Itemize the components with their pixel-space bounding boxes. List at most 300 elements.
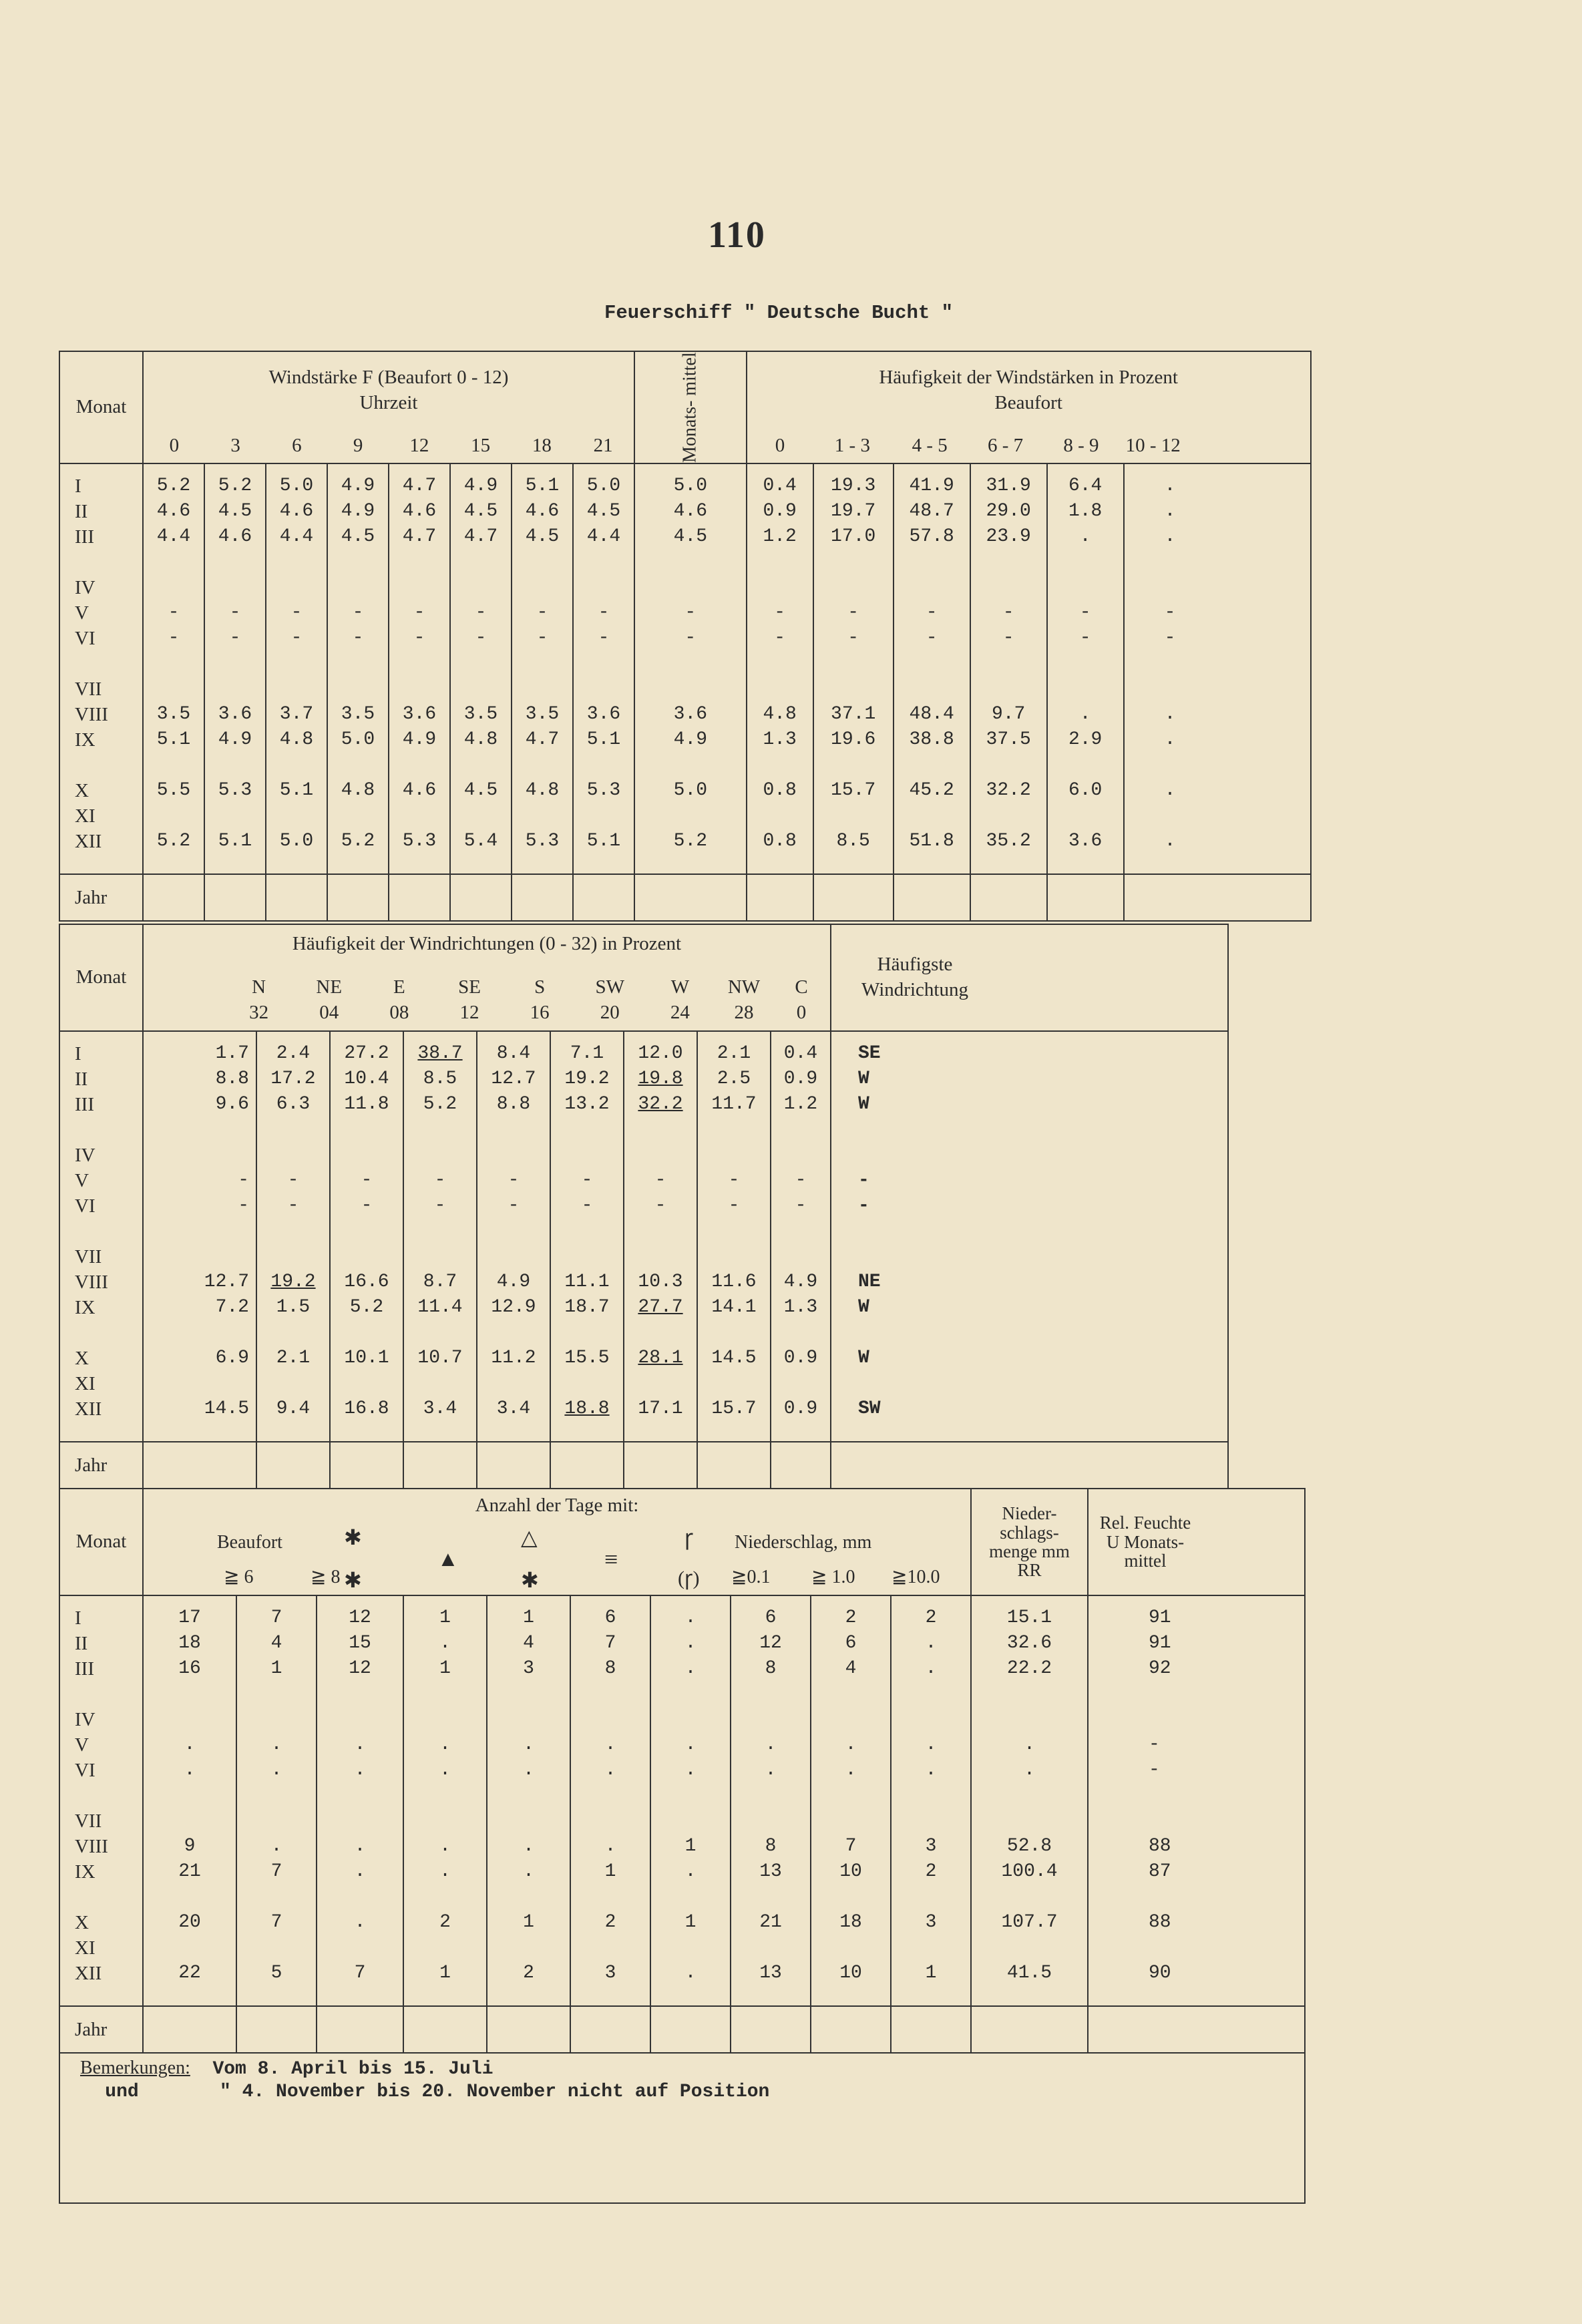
table-cell [574,803,634,829]
table-cell: 91 [1149,1633,1171,1654]
row-gap [635,753,746,778]
table-cell: 5.2 [673,831,708,851]
row-gap [892,1682,970,1707]
class-label: 1 - 3 [834,435,870,457]
table-cell [328,676,388,702]
table-cell [404,1707,486,1732]
jahr-label: Jahr [59,874,143,921]
remarks-label: Bemerkungen: [80,2058,190,2078]
table-cell: 4.7 [525,729,560,750]
row-gap [205,651,265,676]
table-cell: . [270,1760,282,1780]
row-gap [451,753,511,778]
value-column [1088,1595,1305,2006]
value-column [403,1031,477,1442]
table-cell [574,676,634,702]
table-cell: 5 [270,1963,282,1983]
row-gap [1149,1885,1304,1910]
table-cell [512,676,572,702]
row-gap [814,651,893,676]
table-cell: 8.5 [836,831,870,851]
table-cell: 4.6 [279,501,314,522]
table-cell [972,1808,1087,1834]
value-column [771,1031,831,1442]
row-gap [404,1219,476,1244]
table-cell: 4.7 [463,526,498,547]
b8-label: ≧ 8 [311,1567,341,1587]
table-cell: 4.6 [673,501,708,522]
table-cell: . [684,1760,697,1780]
table-cell [771,1371,830,1396]
row-gap [331,1219,403,1244]
month-label: V [75,1734,89,1756]
row-gap [551,1219,623,1244]
hour-label: 6 [292,435,302,457]
month-label: XI [75,1937,95,1959]
table-cell: 16 [178,1658,201,1679]
table-cell: 107.7 [1001,1912,1058,1933]
table-cell: - [684,602,697,623]
table-cell [894,676,970,702]
row-gap [328,753,388,778]
table-cell: 6.9 [215,1348,249,1368]
row-gap [512,651,572,676]
table-cell: 16.8 [344,1398,389,1419]
table-cell: - [238,1170,249,1191]
table-cell: - [858,1195,869,1216]
direction-code: 24 [670,1002,690,1023]
month-label: IX [75,1297,95,1318]
table-cell [257,1371,329,1396]
table-cell [144,1244,249,1270]
value-column [813,463,894,874]
row-gap [451,651,511,676]
table-cell: 3.5 [341,704,375,725]
direction-name: C [795,976,808,998]
table-cell [487,1808,570,1834]
row-gap [389,753,449,778]
table-cell: 12 [349,1658,371,1679]
table-cell: 35.2 [986,831,1031,851]
table-cell [571,1808,650,1834]
table-cell: 15.5 [564,1348,610,1368]
row-gap [858,1219,1227,1244]
table-cell [389,803,449,829]
table-cell: - [168,628,180,648]
row-gap [574,753,634,778]
table-cell: 2.5 [717,1069,751,1089]
table-cell: 9.6 [215,1094,249,1115]
row-gap [144,651,204,676]
table-cell: . [1024,1760,1035,1780]
table-cell: 19.6 [831,729,876,750]
row-gap [892,1783,970,1808]
page-title: Feuerschiff " Deutsche Bucht " [604,302,954,324]
value-column [512,463,573,874]
table-cell [144,575,204,600]
windstaerke-header: Windstärke F (Beaufort 0 - 12) [268,367,509,388]
row-gap [512,550,572,575]
value-column [450,463,512,874]
table-cell: 5.2 [341,831,375,851]
table-cell: 1 [684,1912,697,1933]
table-cell: . [925,1760,937,1780]
table-cell: - [434,1170,446,1191]
row-gap [651,1783,730,1808]
direction-code: 0 [796,1002,807,1023]
monatsmittel-header: Monats- mittel [679,352,701,463]
table-cell: 14.5 [204,1398,249,1419]
uhrzeit-label: Uhrzeit [359,391,418,413]
row-gap [971,550,1046,575]
table-cell: 4.5 [586,501,621,522]
table-cell: . [270,1836,282,1857]
table-cell [651,1808,730,1834]
table-cell [698,1371,770,1396]
row-gap [404,1885,486,1910]
class-label: 6 - 7 [987,435,1024,457]
table-cell: 19.3 [831,475,876,496]
row-gap [144,1320,249,1346]
table-cell: 5.3 [218,780,252,801]
table-cell: 2 [523,1963,534,1983]
table-cell: . [925,1633,937,1654]
b6-label: ≧ 6 [224,1567,254,1587]
table-cell: . [604,1760,616,1780]
table-cell: 88 [1149,1836,1171,1857]
table-cell: 21 [759,1912,782,1933]
snow-shower-icon: ✱ [344,1568,362,1592]
month-labels [59,463,143,874]
table-cell [971,676,1046,702]
table-cell: - [229,602,241,623]
table-cell [747,676,813,702]
table-cell [624,1244,697,1270]
table-cell [635,575,746,600]
monat-header: Monat [59,351,143,463]
table-cell [651,1707,730,1732]
table-cell [894,803,970,829]
table-cell [144,1935,236,1961]
table-cell: 17 [178,1607,201,1628]
table-cell: . [523,1861,534,1882]
niederschlag-label: Niederschlag, mm [735,1532,872,1553]
table-cell [257,1244,329,1270]
table-cell: 0.9 [783,1069,818,1089]
table-cell: - [598,628,610,648]
table-cell: 1 [604,1861,616,1882]
table-cell: 1.3 [783,1297,818,1318]
table-cell [771,1244,830,1270]
table-cell: 17.1 [638,1398,683,1419]
table-cell: 31.9 [986,475,1031,496]
table-cell: 0.8 [763,831,797,851]
table-cell: 18.7 [564,1297,610,1318]
row-gap [811,1682,890,1707]
table-cell [811,1707,890,1732]
remarks [80,2057,769,2104]
table-cell: 5.3 [402,831,437,851]
table-cell: . [439,1734,451,1755]
month-gap [75,1320,142,1346]
table-cell [814,803,893,829]
table-cell: - [361,1195,373,1216]
row-gap [635,550,746,575]
value-column [266,463,327,874]
table-cell: 4.9 [218,729,252,750]
value-column [831,1031,1228,1442]
row-gap [317,1682,403,1707]
table-cell: 6 [604,1607,616,1628]
table-cell: 1.7 [215,1043,249,1064]
table-cell [144,803,204,829]
table-cell [1048,575,1123,600]
row-gap [971,753,1046,778]
table-cell: 4.6 [402,501,437,522]
table-cell: 88 [1149,1912,1171,1933]
table-cell: 37.1 [831,704,876,725]
row-gap [574,550,634,575]
table-cell: 2 [604,1912,616,1933]
row-gap [487,1885,570,1910]
table-cell [858,1371,1227,1396]
table-cell [858,1143,1227,1168]
remarks-und: und [105,2082,139,2102]
table-cell: 28.1 [638,1348,683,1368]
month-label: I [75,1607,81,1629]
month-label: III [75,1094,94,1115]
table-cell: 3 [604,1963,616,1983]
table-cell [237,1935,316,1961]
table-cell: 18.8 [564,1398,610,1419]
table-cell: - [168,602,180,623]
row-gap [571,1885,650,1910]
table-cell: 3.4 [496,1398,531,1419]
table-cell [892,1935,970,1961]
month-label: II [75,1633,88,1654]
haeufigkeit-header: Häufigkeit der Windstärken in Prozent [879,367,1178,388]
table-cell: 2 [439,1912,451,1933]
table-cell: - [926,602,938,623]
table-cell: - [287,1195,299,1216]
table-cell: 3.4 [423,1398,457,1419]
table-cell [477,1371,550,1396]
table-cell [858,1244,1227,1270]
table-cell: 7 [270,1607,282,1628]
table-cell: . [1024,1734,1035,1755]
value-column [731,1595,811,2006]
month-label: VIII [75,704,108,725]
table-cell: - [475,602,487,623]
table-cell: W [858,1297,869,1318]
table-cell: . [1079,704,1091,725]
row-gap [487,1682,570,1707]
table-cell [317,1707,403,1732]
table-cell: 1.8 [1068,501,1103,522]
row-gap [404,1320,476,1346]
table-cell: 15.7 [711,1398,757,1419]
table-cell [237,1808,316,1834]
table-cell: 7.2 [215,1297,249,1318]
table-cell: 32.2 [986,780,1031,801]
table-cell: 45.2 [909,780,954,801]
monat-header: Monat [59,924,143,1031]
table-cell: 0.4 [783,1043,818,1064]
table-cell: 3.5 [156,704,191,725]
row-gap [404,1682,486,1707]
row-gap [811,1885,890,1910]
table-cell [551,1244,623,1270]
table-cell [144,1143,249,1168]
table-cell [205,803,265,829]
month-gap [75,753,142,778]
table-cell [651,1935,730,1961]
month-labels [59,1031,143,1442]
table-cell [389,676,449,702]
table-cell: 14.1 [711,1297,757,1318]
table-cell [1149,1935,1304,1961]
table-cell: 5.1 [279,780,314,801]
row-gap [317,1885,403,1910]
table-cell: 15.1 [1006,1607,1052,1628]
table-cell: 10.1 [344,1348,389,1368]
table-cell: 48.4 [909,704,954,725]
table-cell: - [795,1195,807,1216]
table-cell: 5.0 [279,831,314,851]
table-cell: 4.9 [463,475,498,496]
table-cell [1048,803,1123,829]
table-cell [404,1935,486,1961]
table-cell [451,676,511,702]
table-cell: 6.3 [276,1094,311,1115]
table-cell: - [728,1170,740,1191]
table-cell: 11.7 [711,1094,757,1115]
table-cell: . [684,1633,697,1654]
table-cell: - [352,602,364,623]
table-cell: 4.4 [586,526,621,547]
snow-icon: ✱ [344,1525,362,1549]
table-cell: - [581,1170,593,1191]
value-column [403,1595,487,2006]
month-label: V [75,602,89,624]
table-cell: 2.4 [276,1043,311,1064]
table-cell: . [604,1734,616,1755]
table-cell [266,575,327,600]
table-cell: 5.0 [279,475,314,496]
row-gap [237,1783,316,1808]
table-cell: 2.1 [717,1043,751,1064]
table-cell: 21 [178,1861,201,1882]
table-cell: 8.8 [215,1069,249,1089]
direction-label [773,974,830,1025]
table-cell: 6.0 [1068,780,1103,801]
row-gap [971,651,1046,676]
table-cell [731,1707,810,1732]
row-gap [551,1320,623,1346]
table-cell: 1 [270,1658,282,1679]
direction-label [645,974,715,1025]
row-gap [1149,1682,1304,1707]
table-cell [624,1143,697,1168]
table-cell: 10 [839,1963,862,1983]
table-cell: - [1002,628,1014,648]
value-column [697,1031,771,1442]
table-cell [698,1143,770,1168]
row-gap [811,1783,890,1808]
table-cell: 4.8 [279,729,314,750]
table-cell [1165,676,1310,702]
month-label: VI [75,1195,95,1217]
table-cell: 18 [178,1633,201,1654]
hour-label: 21 [593,435,613,457]
table-cell: 12 [349,1607,371,1628]
row-gap [144,1219,249,1244]
table-cell: 8.7 [423,1272,457,1292]
table-cell: 19.2 [564,1069,610,1089]
row-gap [635,651,746,676]
table-cell: 5.1 [156,729,191,750]
row-gap [814,753,893,778]
table-cell [512,803,572,829]
direction-label [715,974,773,1025]
row-gap [574,651,634,676]
row-gap [331,1320,403,1346]
month-label: VI [75,628,95,649]
table-cell: - [434,1195,446,1216]
jahr-label: Jahr [59,1442,143,1489]
table-cell [971,803,1046,829]
table-cell: 4.8 [341,780,375,801]
table-cell: W [858,1348,869,1368]
table-cell: . [925,1734,937,1755]
table-cell: 23.9 [986,526,1031,547]
table-cell: - [847,628,859,648]
table-cell: 41.9 [909,475,954,496]
row-gap [698,1219,770,1244]
month-label: IX [75,729,95,751]
row-gap [972,1885,1087,1910]
month-label: II [75,501,88,522]
table-cell: SE [858,1043,881,1064]
value-column [143,1031,256,1442]
table-cell: . [765,1734,777,1755]
table-cell: 4.9 [341,475,375,496]
table-cell: - [229,628,241,648]
row-gap [144,1783,236,1808]
table-cell [1165,803,1310,829]
direction-name: SE [458,976,481,998]
table-cell: 6.4 [1068,475,1103,496]
hour-label: 18 [532,435,552,457]
niederschlagsmenge-header: Nieder- schlags- menge mm RR [989,1503,1070,1581]
direction-code: 32 [249,1002,269,1023]
table-cell [404,1244,476,1270]
table-cell: - [352,628,364,648]
row-gap [731,1783,810,1808]
value-column [1124,463,1311,874]
row-gap [698,1117,770,1143]
row-gap [858,1320,1227,1346]
table-cell: . [1164,475,1176,496]
row-gap [477,1320,550,1346]
table-cell: 3 [925,1912,937,1933]
table-cell: 9.7 [991,704,1026,725]
table-cell: 3 [523,1658,534,1679]
row-gap [404,1117,476,1143]
table-cell: 0.9 [783,1348,818,1368]
table-cell: . [684,1658,697,1679]
table-cell [1165,575,1310,600]
